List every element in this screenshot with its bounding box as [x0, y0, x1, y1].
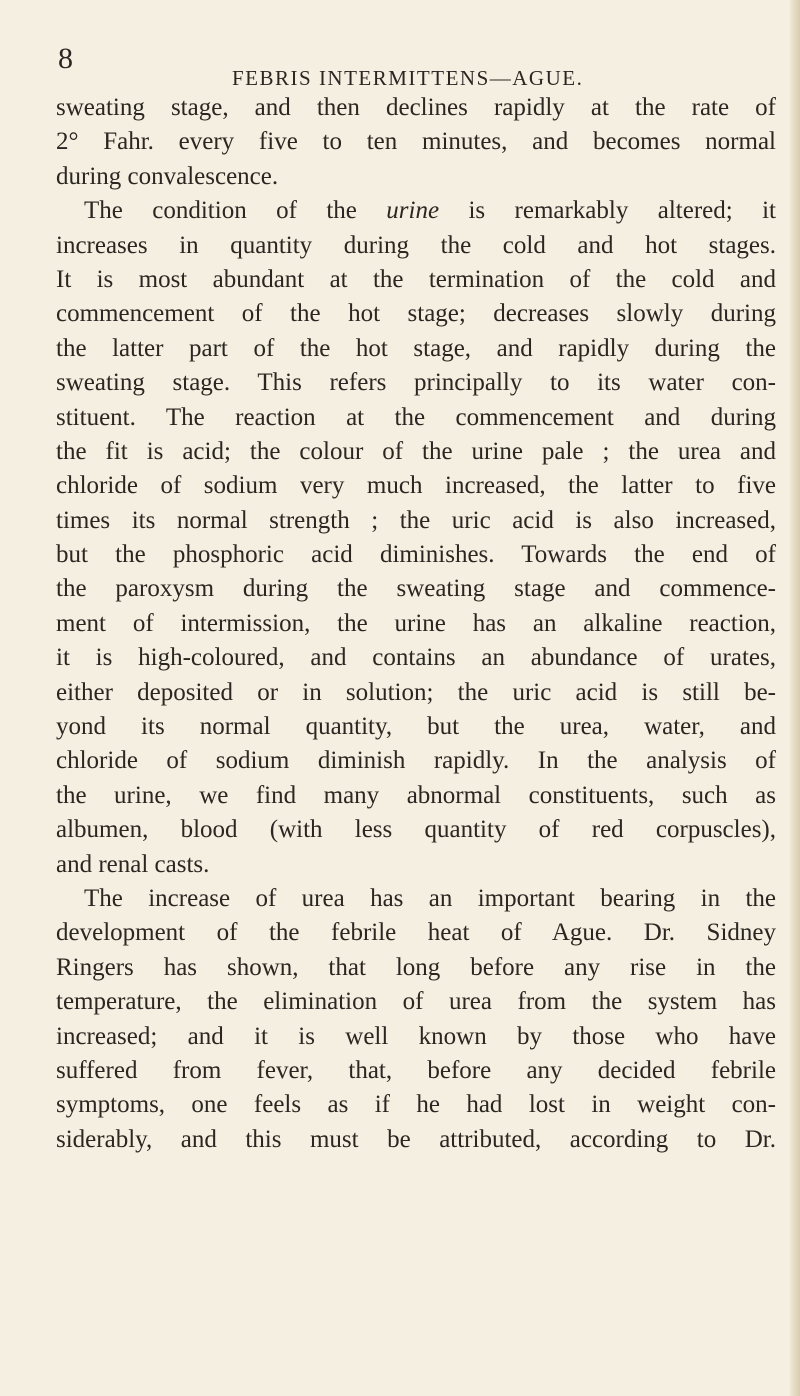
text-line: albumen, blood (with less quantity of red corpuscles),	[56, 816, 776, 844]
text-line: 2° Fahr. every five to ten minutes, and becomes normal	[56, 128, 776, 156]
text-line: siderably, and this must be attributed, according to Dr.	[56, 1125, 776, 1153]
italic-term: urine	[386, 197, 440, 225]
text-line	[56, 194, 776, 228]
text-line: increases in quantity during the cold and hot stages.	[56, 231, 776, 259]
text-run: The condition of the	[84, 197, 387, 225]
text-line: temperature, the elimination of urea from the system has	[56, 988, 776, 1016]
text-line: chloride of sodium diminish rapidly. In the analysis of	[56, 747, 776, 775]
text-line: the paroxysm during the sweating stage and commence-	[56, 575, 776, 603]
text-line: stituent. The reaction at the commencement and during	[56, 403, 776, 431]
text-line: suffered from fever, that, before any decided febrile	[56, 1056, 776, 1084]
text-line: sweating stage. This refers principally to its water con-	[56, 369, 776, 397]
text-line: commencement of the hot stage; decreases slowly during	[56, 300, 776, 328]
text-line: development of the febrile heat of Ague. Dr. Sidney	[56, 919, 776, 947]
text-line: but the phosphoric acid diminishes. Towards the end of	[56, 541, 776, 569]
running-title: FEBRIS INTERMITTENS—AGUE.	[232, 66, 584, 90]
text-line: It is most abundant at the termination of the cold and	[56, 265, 776, 293]
text-line: increased; and it is well known by those who have	[56, 1022, 776, 1050]
text-line: Ringers has shown, that long before any rise in the	[56, 953, 776, 981]
text-line: the latter part of the hot stage, and rapidly during the	[56, 334, 776, 362]
text-line: symptoms, one feels as if he had lost in weight con-	[56, 1091, 776, 1119]
text-line: during convalescence.	[56, 162, 279, 190]
text-line: and renal casts.	[56, 850, 210, 878]
text-run: is remarkably altered; it	[439, 197, 776, 225]
page-edge	[790, 0, 800, 1396]
text-line: the fit is acid; the colour of the urine pale ; the urea and	[56, 437, 776, 465]
text-line: sweating stage, and then declines rapidly at the rate of	[56, 94, 776, 121]
text-line: The increase of urea has an important bearing in the	[84, 884, 776, 912]
text-line: chloride of sodium very much increased, the latter to five	[56, 472, 776, 500]
text-line: ment of intermission, the urine has an alkaline reaction,	[56, 609, 776, 637]
page-number: 8	[58, 42, 73, 75]
body-text	[56, 91, 776, 1157]
text-line: either deposited or in solution; the uric acid is still be-	[56, 678, 776, 706]
text-line: it is high-coloured, and contains an abundance of urates,	[56, 644, 776, 672]
text-line: times its normal strength ; the uric acid is also increased,	[56, 506, 776, 534]
text-line: yond its normal quantity, but the urea, water, and	[56, 713, 776, 741]
text-line: the urine, we find many abnormal constituents, such as	[56, 781, 776, 809]
